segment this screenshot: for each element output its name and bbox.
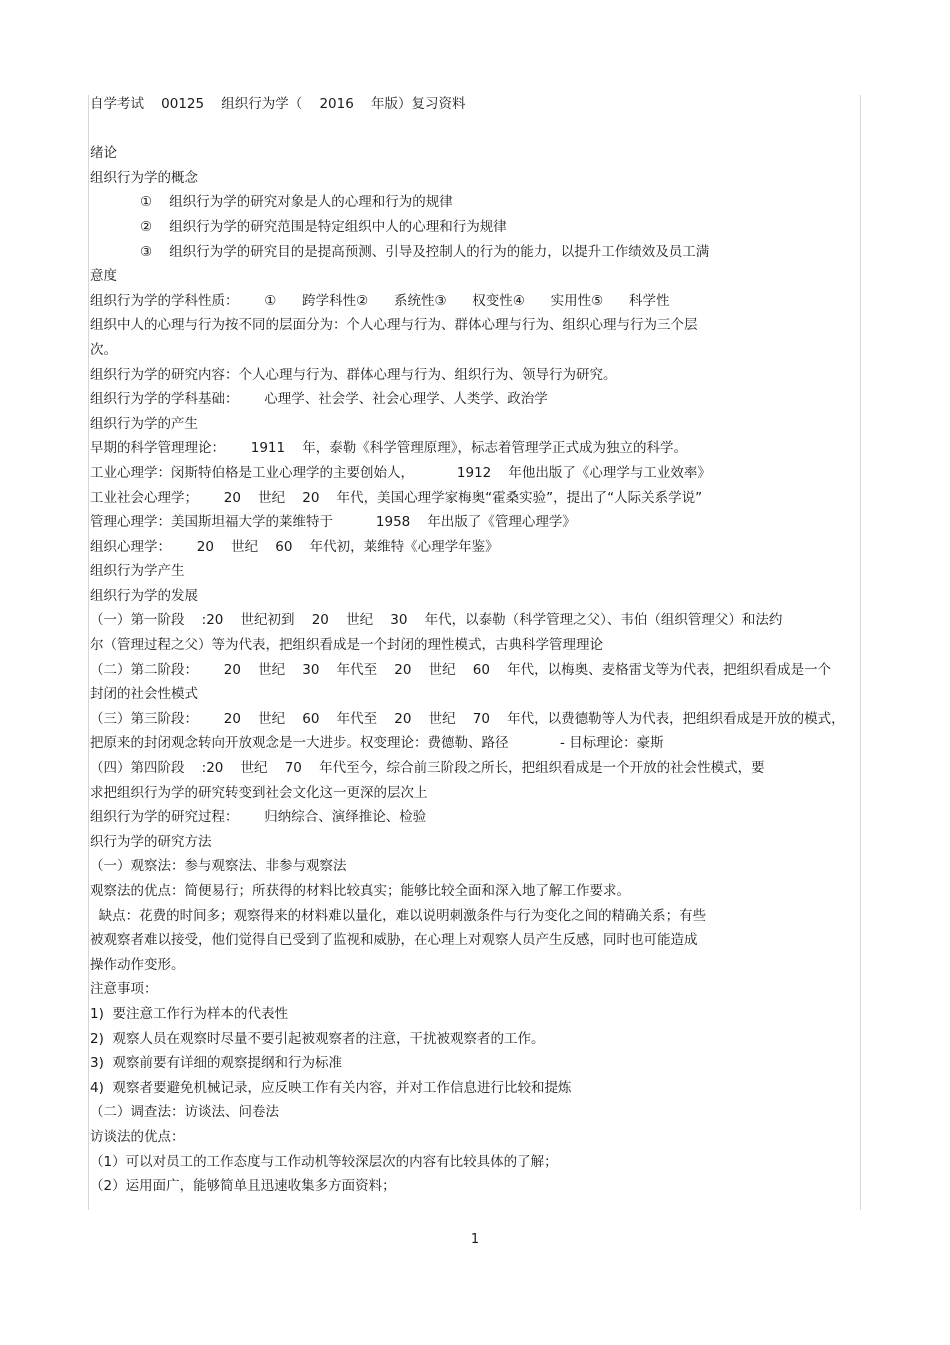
text-line: 组织行为学产生: [90, 563, 185, 580]
text-line: 把原来的封闭观念转向开放观念是一大进步。权变理论：费德勒、路径 - 目标理论：豪斯: [90, 735, 664, 752]
text-line: 组织行为学的产生: [90, 415, 198, 432]
text-line: 操作动作变形。: [90, 956, 185, 973]
text-line: 观察法的优点：简便易行；所获得的材料比较真实；能够比较全面和深入地了解工作要求。: [90, 883, 630, 899]
text-line: 尔（管理过程之父）等为代表，把组织看成是一个封闭的理性模式，古典科学管理理论: [90, 637, 603, 654]
page-number: 1: [470, 1232, 480, 1247]
text-line: （二）调查法：访谈法、问卷法: [90, 1104, 279, 1121]
text-line: （四）第四阶段 :20 世纪 70 年代至今，综合前三阶段之所长，把组织看成是一个开放的社会性模式，要: [90, 760, 765, 777]
text-line: 组织行为学的研究内容：个人心理与行为、群体心理与行为、组织行为、领导行为研究。: [90, 366, 617, 383]
text-line: 组织行为学的研究过程： 归纳综合、演绎推论、检验: [90, 809, 427, 826]
text-line: （2）运用面广，能够简单且迅速收集多方面资料；: [90, 1178, 396, 1195]
text-lines: [90, 117, 850, 1199]
text-line: 意度: [90, 268, 117, 285]
text-line: ③ 组织行为学的研究目的是提高预测、引导及控制人的行为的能力，以提升工作绩效及员工满: [140, 243, 710, 260]
text-line: （1）可以对员工的工作态度与工作动机等较深层次的内容有比较具体的了解；: [90, 1153, 558, 1170]
text-line: 3) 观察前要有详细的观察提纲和行为标准: [90, 1055, 342, 1072]
text-line: 4) 观察者要避免机械记录，应反映工作有关内容，并对工作信息进行比较和提炼: [90, 1079, 572, 1096]
document-body: [90, 92, 850, 1199]
text-line: 组织中人的心理与行为按不同的层面分为：个人心理与行为、群体心理与行为、组织心理与行为三个层: [90, 317, 698, 334]
text-line: 早期的科学管理理论： 1911 年，泰勒《科学管理原理》，标志着管理学正式成为独立的科学。: [90, 440, 688, 457]
text-line: 绪论: [90, 145, 117, 162]
document-title: 自学考试 00125 组织行为学（ 2016 年版）复习资料: [90, 96, 466, 112]
text-line: （三）第三阶段： 20 世纪 60 年代至 20 世纪 70 年代，以费德勒等人为代表，把组织看成是开放的模式，: [90, 710, 845, 727]
text-line: 组织行为学的发展: [90, 587, 198, 604]
text-line: （一）观察法：参与观察法、非参与观察法: [90, 858, 347, 875]
text-line: 组织行为学的学科性质： ① 跨学科性② 系统性③ 权变性④ 实用性⑤ 科学性: [90, 292, 670, 309]
text-line: 次。: [90, 341, 117, 358]
text-line: 被观察者难以接受，他们觉得自已受到了监视和威胁，在心理上对观察人员产生反感，同时也可能造成: [90, 932, 698, 949]
text-line: 管理心理学：美国斯坦福大学的莱维特于 1958 年出版了《管理心理学》: [90, 514, 576, 531]
right-margin-rule: [860, 95, 861, 1210]
text-line: 工业心理学：闵斯特伯格是工业心理学的主要创始人， 1912 年他出版了《心理学与工业效率》: [90, 464, 711, 481]
text-line: 缺点：花费的时间多；观察得来的材料难以量化，难以说明刺激条件与行为变化之间的精确关系；有些: [90, 907, 707, 924]
text-line: [90, 117, 850, 142]
text-line: 访谈法的优点：: [90, 1128, 185, 1145]
text-line: 1) 要注意工作行为样本的代表性: [90, 1005, 288, 1022]
left-margin-rule: [88, 95, 89, 1210]
text-line: 组织行为学的概念: [90, 169, 198, 186]
text-line: 2) 观察人员在观察时尽量不要引起被观察者的注意，干扰被观察者的工作。: [90, 1030, 545, 1047]
text-line: （二）第二阶段： 20 世纪 30 年代至 20 世纪 60 年代，以梅奥、麦格雷戈等为代表，把组织看成是一个: [90, 661, 832, 678]
text-line: 求把组织行为学的研究转变到社会文化这一更深的层次上: [90, 784, 428, 801]
text-line: （一）第一阶段 :20 世纪初到 20 世纪 30 年代，以泰勒（科学管理之父）、韦伯（组织管理父）和法约: [90, 612, 783, 629]
text-line: 组织行为学的学科基础： 心理学、社会学、社会心理学、人类学、政治学: [90, 391, 548, 408]
text-line: ① 组织行为学的研究对象是人的心理和行为的规律: [140, 194, 453, 211]
text-line: ② 组织行为学的研究范围是特定组织中人的心理和行为规律: [140, 218, 507, 235]
text-line: 组织心理学： 20 世纪 60 年代初，莱维特《心理学年鉴》: [90, 538, 499, 555]
text-line: 封闭的社会性模式: [90, 686, 198, 703]
text-line: 织行为学的研究方法: [90, 833, 212, 850]
text-line: 工业社会心理学； 20 世纪 20 年代，美国心理学家梅奥“霍桑实验”，提出了“人际关系学说”: [90, 489, 703, 506]
text-line: 注意事项：: [90, 981, 158, 998]
